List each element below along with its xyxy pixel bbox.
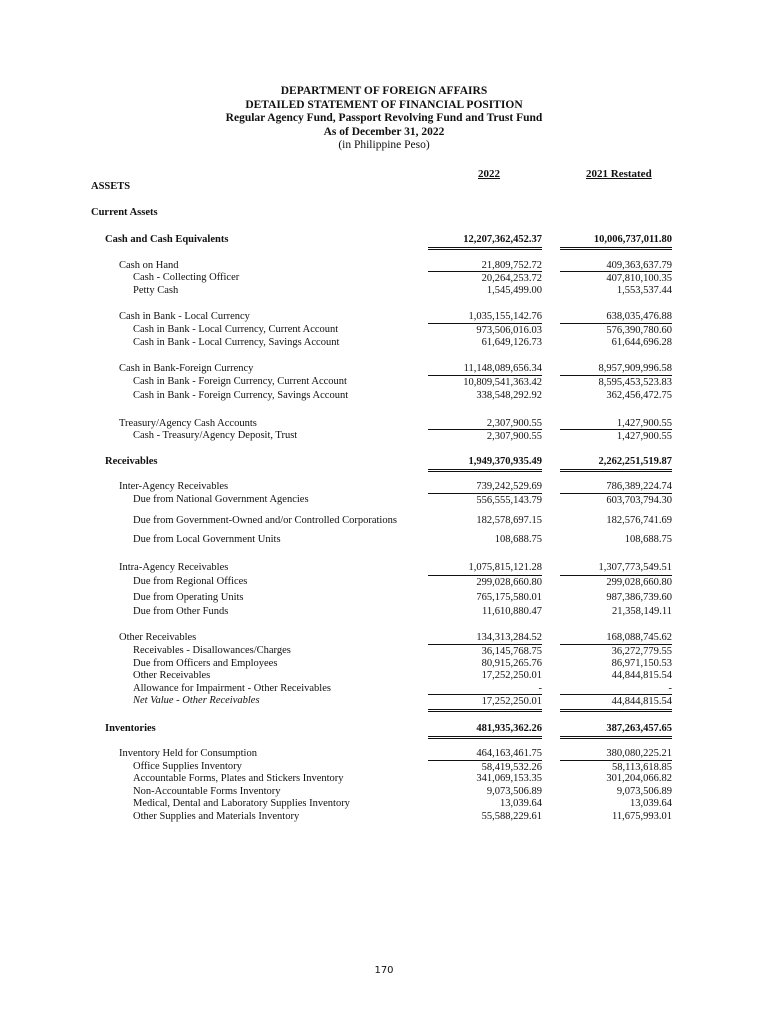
value-2022: 11,610,880.47 <box>482 606 542 617</box>
value-2022: - <box>538 683 542 694</box>
value-2022: 58,419,532.26 <box>428 760 542 775</box>
statement-row <box>0 533 768 547</box>
statement-row <box>0 722 768 736</box>
row-label: Other Supplies and Materials Inventory <box>133 811 300 822</box>
page-number: 170 <box>374 965 394 976</box>
row-label: Cash - Treasury/Agency Deposit, Trust <box>133 430 298 441</box>
row-label: Allowance for Impairment - Other Receivables <box>133 683 331 694</box>
value-2022: 108,688.75 <box>494 534 542 545</box>
row-label: Inter-Agency Receivables <box>119 481 229 492</box>
row-label: Treasury/Agency Cash Accounts <box>119 418 257 429</box>
value-2021: 407,810,100.35 <box>560 271 672 286</box>
value-2021: 58,113,618.85 <box>560 760 672 775</box>
statement-row <box>0 605 768 619</box>
row-label: Intra-Agency Receivables <box>119 562 229 573</box>
row-label: ASSETS <box>91 181 131 192</box>
value-2022: 13,039.64 <box>500 798 542 809</box>
value-2021: 299,028,660.80 <box>560 575 672 590</box>
statement-row <box>0 233 768 247</box>
value-2022: 12,207,362,452.37 <box>428 233 542 250</box>
value-2022: 299,028,660.80 <box>428 575 542 590</box>
value-2022: 20,264,253.72 <box>428 271 542 286</box>
row-label: Due from Operating Units <box>133 592 244 603</box>
value-2021: 11,675,993.01 <box>612 811 672 822</box>
value-2021: 108,688.75 <box>624 534 672 545</box>
value-2022: 17,252,250.01 <box>481 670 542 681</box>
value-2021: 2,262,251,519.87 <box>560 455 672 472</box>
statement-row <box>0 591 768 605</box>
value-2022: 61,649,126.73 <box>481 337 542 348</box>
value-2022: 1,949,370,935.49 <box>428 455 542 472</box>
row-label: Receivables <box>105 456 158 467</box>
agency-name: DEPARTMENT OF FOREIGN AFFAIRS <box>280 85 488 97</box>
value-2022: 182,578,697.15 <box>476 515 542 526</box>
value-2022: 338,548,292.92 <box>476 390 542 401</box>
value-2021: 409,363,637.79 <box>606 260 672 271</box>
statement-date: As of December 31, 2022 <box>323 125 445 138</box>
statement-row <box>0 561 768 575</box>
value-2021: 8,595,453,523.83 <box>560 375 672 390</box>
value-2021: 387,263,457.65 <box>560 722 672 739</box>
row-label: Cash - Collecting Officer <box>133 272 240 283</box>
row-label: Medical, Dental and Laboratory Supplies Inventory <box>133 798 350 809</box>
value-2022: 9,073,506.89 <box>486 786 542 797</box>
row-label: Cash in Bank - Local Currency <box>119 311 250 322</box>
statement-row <box>0 362 768 376</box>
value-2021: 1,553,537.44 <box>616 285 672 296</box>
row-label: Due from Regional Offices <box>133 576 248 587</box>
value-2021: 1,427,900.55 <box>560 429 672 444</box>
row-label: Non-Accountable Forms Inventory <box>133 786 281 797</box>
statement-row <box>0 514 768 528</box>
row-label: Cash and Cash Equivalents <box>105 234 229 245</box>
value-2022: 556,555,143.79 <box>428 493 542 508</box>
value-2022: 2,307,900.55 <box>428 429 542 444</box>
row-label: Due from Government-Owned and/or Controlled Corporations <box>133 515 397 526</box>
value-2021: 362,456,472.75 <box>606 390 672 401</box>
statement-row <box>0 747 768 761</box>
statement-row <box>0 284 768 298</box>
row-label: Cash in Bank - Local Currency, Current Account <box>133 324 339 335</box>
statement-row <box>0 631 768 645</box>
row-label: Other Receivables <box>133 670 211 681</box>
value-2021: 786,389,224.74 <box>606 481 672 492</box>
value-2021: 13,039.64 <box>630 798 672 809</box>
statement-row <box>0 480 768 494</box>
value-2021: 301,204,066.82 <box>606 773 672 784</box>
value-2022: 80,915,265.76 <box>481 658 542 669</box>
row-label: Accountable Forms, Plates and Stickers Inventory <box>133 773 344 784</box>
row-label: Cash in Bank - Local Currency, Savings Account <box>133 337 340 348</box>
statement-row <box>0 455 768 469</box>
statement-row <box>0 694 768 708</box>
statement-row <box>0 180 768 194</box>
row-label: Inventory Held for Consumption <box>119 748 257 759</box>
row-label: Cash on Hand <box>119 260 179 271</box>
value-2021: - <box>668 683 672 694</box>
value-2022: 10,809,541,363.42 <box>428 375 542 390</box>
currency-note: (in Philippine Peso) <box>338 139 430 151</box>
value-2021: 380,080,225.21 <box>606 748 672 759</box>
value-2021: 576,390,780.60 <box>560 323 672 338</box>
value-2021: 9,073,506.89 <box>616 786 672 797</box>
value-2022: 17,252,250.01 <box>428 694 542 712</box>
value-2022: 1,075,815,121.28 <box>468 562 542 573</box>
report-header <box>0 85 768 153</box>
row-label: Cash in Bank - Foreign Currency, Savings Account <box>133 390 349 401</box>
statement-row <box>0 389 768 403</box>
row-label: Office Supplies Inventory <box>133 761 242 772</box>
value-2021: 21,358,149.11 <box>612 606 672 617</box>
statement-row <box>0 375 768 389</box>
row-label: Net Value - Other Receivables <box>133 695 260 706</box>
value-2022: 341,069,153.35 <box>476 773 542 784</box>
statement-row <box>0 310 768 324</box>
statement-row <box>0 772 768 786</box>
value-2022: 464,163,461.75 <box>476 748 542 759</box>
row-label: Due from Other Funds <box>133 606 229 617</box>
row-label: Other Receivables <box>119 632 197 643</box>
statement-row <box>0 644 768 658</box>
value-2021: 987,386,739.60 <box>606 592 672 603</box>
value-2021: 1,427,900.55 <box>616 418 672 429</box>
column-header-2021: 2021 Restated <box>586 168 652 180</box>
value-2022: 134,313,284.52 <box>476 632 542 643</box>
value-2021: 44,844,815.54 <box>611 670 672 681</box>
value-2021: 168,088,745.62 <box>606 632 672 643</box>
row-label: Due from Local Government Units <box>133 534 281 545</box>
row-label: Cash in Bank - Foreign Currency, Current Account <box>133 376 347 387</box>
value-2021: 44,844,815.54 <box>560 694 672 712</box>
statement-row <box>0 206 768 220</box>
value-2022: 21,809,752.72 <box>481 260 542 271</box>
column-header-2022: 2022 <box>478 168 500 180</box>
row-label: Current Assets <box>91 207 158 218</box>
value-2022: 2,307,900.55 <box>486 418 542 429</box>
statement-row <box>0 669 768 683</box>
statement-row <box>0 810 768 824</box>
value-2022: 1,545,499.00 <box>486 285 542 296</box>
value-2021: 1,307,773,549.51 <box>598 562 672 573</box>
value-2022: 1,035,155,142.76 <box>468 311 542 322</box>
statement-row <box>0 271 768 285</box>
value-2021: 182,576,741.69 <box>606 515 672 526</box>
value-2022: 55,588,229.61 <box>481 811 542 822</box>
statement-row <box>0 493 768 507</box>
row-label: Inventories <box>105 723 156 734</box>
statement-row <box>0 797 768 811</box>
fund-description: Regular Agency Fund, Passport Revolving Fund and Trust Fund <box>225 112 543 124</box>
statement-row <box>0 323 768 337</box>
value-2022: 739,242,529.69 <box>476 481 542 492</box>
statement-row <box>0 575 768 589</box>
value-2022: 11,148,089,656.34 <box>463 363 542 374</box>
value-2022: 973,506,016.03 <box>428 323 542 338</box>
row-label: Cash in Bank-Foreign Currency <box>119 363 254 374</box>
value-2021: 86,971,150.53 <box>611 658 672 669</box>
value-2021: 638,035,476.88 <box>606 311 672 322</box>
row-label: Due from Officers and Employees <box>133 658 278 669</box>
statement-row <box>0 336 768 350</box>
row-label: Due from National Government Agencies <box>133 494 309 505</box>
value-2021: 36,272,779.55 <box>560 644 672 659</box>
value-2021: 603,703,794.30 <box>560 493 672 508</box>
value-2022: 481,935,362.26 <box>428 722 542 739</box>
value-2022: 765,175,580.01 <box>476 592 542 603</box>
statement-title: DETAILED STATEMENT OF FINANCIAL POSITION <box>245 98 523 111</box>
value-2021: 61,644,696.28 <box>611 337 672 348</box>
row-label: Receivables - Disallowances/Charges <box>133 645 291 656</box>
row-label: Petty Cash <box>133 285 179 296</box>
value-2021: 10,006,737,011.80 <box>560 233 672 250</box>
statement-row <box>0 429 768 443</box>
value-2021: 8,957,909,996.58 <box>598 363 672 374</box>
value-2022: 36,145,768.75 <box>428 644 542 659</box>
